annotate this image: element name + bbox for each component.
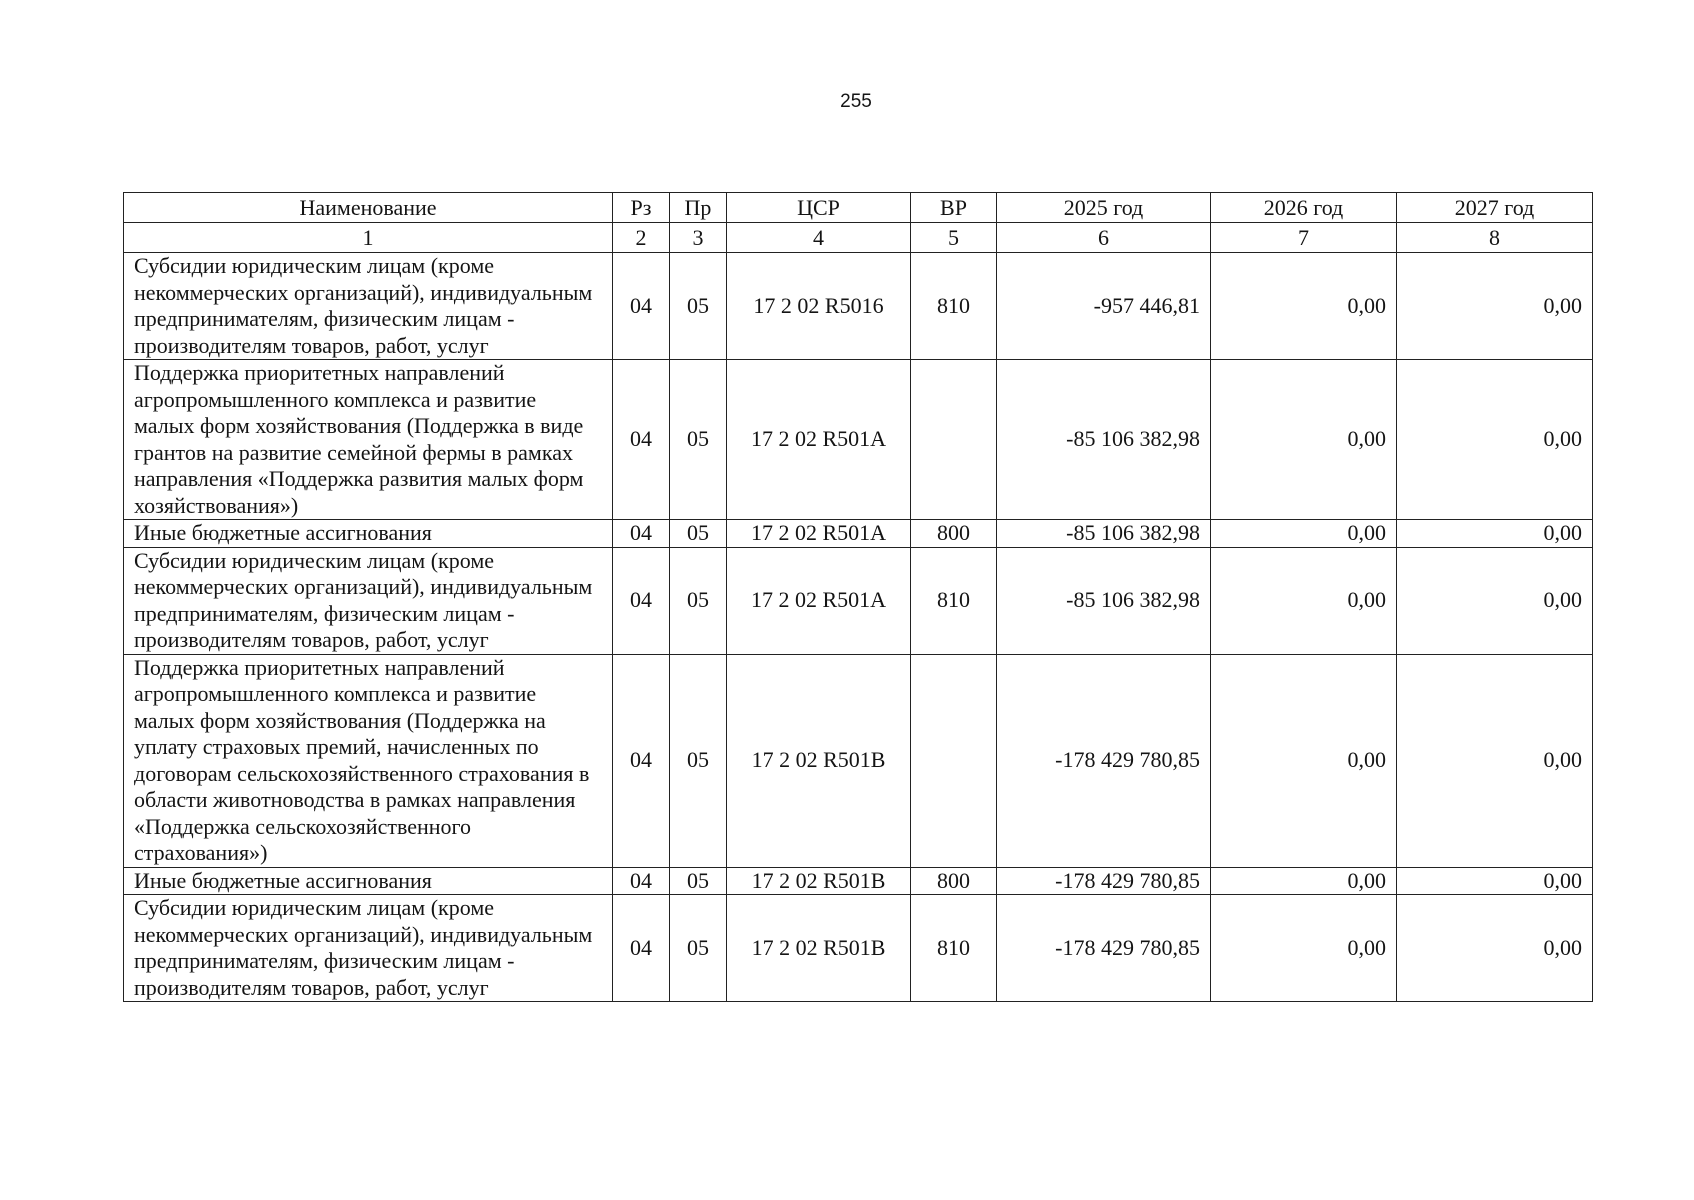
- row-2027: 0,00: [1397, 867, 1593, 895]
- row-name: Иные бюджетные ассигнования: [124, 520, 613, 548]
- row-2027: 0,00: [1397, 895, 1593, 1002]
- row-pr: 05: [670, 867, 727, 895]
- row-pr: 05: [670, 654, 727, 867]
- row-rz: 04: [613, 360, 670, 520]
- row-csr: 17 2 02 R501A: [727, 520, 911, 548]
- row-2025: -957 446,81: [997, 253, 1211, 360]
- column-index: 2: [613, 223, 670, 253]
- column-index: 1: [124, 223, 613, 253]
- row-2026: 0,00: [1211, 867, 1397, 895]
- row-rz: 04: [613, 520, 670, 548]
- row-name: Поддержка приоритетных направлений агропромышленного комплекса и развитие малых форм хозяйствования (Поддержка на уплату страховых премий, начисленных по договорам сельскохозяйственного страхования в области животноводства в рамках направления «Поддержка сельскохозяйственного страхования»): [124, 654, 613, 867]
- row-2025: -178 429 780,85: [997, 654, 1211, 867]
- row-vr: [911, 360, 997, 520]
- column-index: 8: [1397, 223, 1593, 253]
- header-pr: Пр: [670, 193, 727, 223]
- table-row: [124, 895, 1593, 1002]
- row-name: Субсидии юридическим лицам (кроме некоммерческих организаций), индивидуальным предпринимателям, физическим лицам - производителям товаров, работ, услуг: [124, 895, 613, 1002]
- row-2026: 0,00: [1211, 654, 1397, 867]
- header-2027: 2027 год: [1397, 193, 1593, 223]
- row-pr: 05: [670, 895, 727, 1002]
- table-row: [124, 867, 1593, 895]
- column-index-row: [124, 223, 1593, 253]
- table-row: [124, 360, 1593, 520]
- row-rz: 04: [613, 547, 670, 654]
- row-2026: 0,00: [1211, 520, 1397, 548]
- table-row: [124, 547, 1593, 654]
- row-2025: -178 429 780,85: [997, 895, 1211, 1002]
- row-2027: 0,00: [1397, 547, 1593, 654]
- row-2026: 0,00: [1211, 895, 1397, 1002]
- header-vr: ВР: [911, 193, 997, 223]
- row-2026: 0,00: [1211, 547, 1397, 654]
- column-index: 5: [911, 223, 997, 253]
- header-2026: 2026 год: [1211, 193, 1397, 223]
- row-rz: 04: [613, 253, 670, 360]
- header-rz: Рз: [613, 193, 670, 223]
- header-csr: ЦСР: [727, 193, 911, 223]
- row-rz: 04: [613, 895, 670, 1002]
- row-2025: -85 106 382,98: [997, 520, 1211, 548]
- header-row: [124, 193, 1593, 223]
- row-vr: 800: [911, 867, 997, 895]
- row-2026: 0,00: [1211, 253, 1397, 360]
- row-2025: -85 106 382,98: [997, 547, 1211, 654]
- row-2027: 0,00: [1397, 360, 1593, 520]
- column-index: 7: [1211, 223, 1397, 253]
- header-2025: 2025 год: [997, 193, 1211, 223]
- row-vr: 800: [911, 520, 997, 548]
- header-name: Наименование: [124, 193, 613, 223]
- row-2025: -85 106 382,98: [997, 360, 1211, 520]
- row-vr: 810: [911, 547, 997, 654]
- row-rz: 04: [613, 654, 670, 867]
- row-pr: 05: [670, 547, 727, 654]
- table-row: [124, 520, 1593, 548]
- row-csr: 17 2 02 R501B: [727, 654, 911, 867]
- row-name: Субсидии юридическим лицам (кроме некоммерческих организаций), индивидуальным предпринимателям, физическим лицам - производителям товаров, работ, услуг: [124, 253, 613, 360]
- column-index: 4: [727, 223, 911, 253]
- row-name: Иные бюджетные ассигнования: [124, 867, 613, 895]
- table-row: [124, 654, 1593, 867]
- column-index: 3: [670, 223, 727, 253]
- budget-table: [123, 192, 1593, 1002]
- row-pr: 05: [670, 360, 727, 520]
- row-2027: 0,00: [1397, 654, 1593, 867]
- row-csr: 17 2 02 R501B: [727, 895, 911, 1002]
- row-csr: 17 2 02 R5016: [727, 253, 911, 360]
- row-name: Поддержка приоритетных направлений агропромышленного комплекса и развитие малых форм хозяйствования (Поддержка в виде грантов на развитие семейной фермы в рамках направления «Поддержка развития малых форм хозяйствования»): [124, 360, 613, 520]
- row-2027: 0,00: [1397, 520, 1593, 548]
- row-2026: 0,00: [1211, 360, 1397, 520]
- row-pr: 05: [670, 520, 727, 548]
- page-number: 255: [840, 91, 872, 112]
- row-csr: 17 2 02 R501A: [727, 547, 911, 654]
- row-name: Субсидии юридическим лицам (кроме некоммерческих организаций), индивидуальным предпринимателям, физическим лицам - производителям товаров, работ, услуг: [124, 547, 613, 654]
- row-rz: 04: [613, 867, 670, 895]
- row-2025: -178 429 780,85: [997, 867, 1211, 895]
- row-vr: 810: [911, 253, 997, 360]
- row-pr: 05: [670, 253, 727, 360]
- column-index: 6: [997, 223, 1211, 253]
- row-csr: 17 2 02 R501A: [727, 360, 911, 520]
- table-row: [124, 253, 1593, 360]
- row-2027: 0,00: [1397, 253, 1593, 360]
- row-vr: 810: [911, 895, 997, 1002]
- row-vr: [911, 654, 997, 867]
- row-csr: 17 2 02 R501B: [727, 867, 911, 895]
